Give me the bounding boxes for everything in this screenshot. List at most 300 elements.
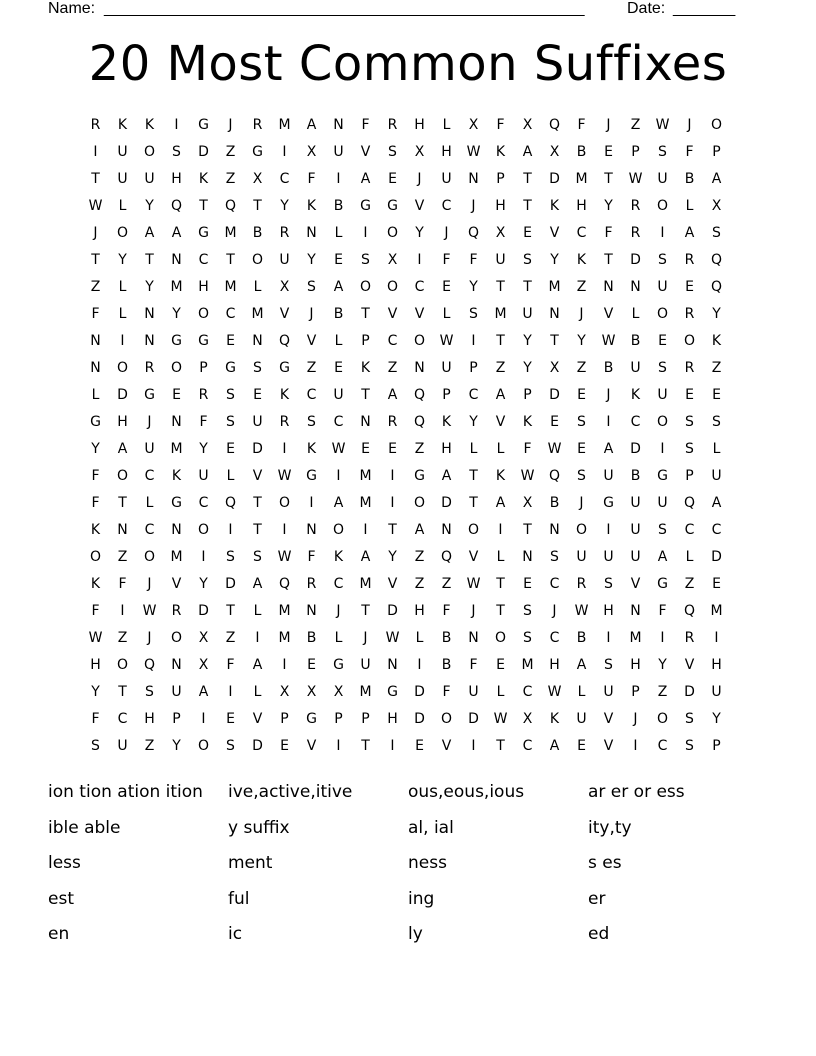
grid-letter: C (387, 333, 398, 349)
grid-letter: R (252, 117, 263, 133)
grid-letter: A (171, 225, 182, 241)
grid-letter: F (307, 549, 316, 565)
grid-letter: V (441, 738, 452, 754)
grid-letter: I (282, 441, 287, 457)
grid-letter: E (685, 279, 694, 295)
grid-letter: X (495, 225, 506, 241)
grid-letter: A (144, 225, 155, 241)
grid-letter: E (361, 441, 370, 457)
grid-letter: D (387, 603, 398, 619)
grid-letter: I (660, 225, 665, 241)
grid-letter: P (199, 360, 208, 376)
grid-letter: S (91, 738, 100, 754)
grid-letter: Q (413, 414, 426, 430)
word-bank-row (48, 778, 768, 814)
grid-letter: I (498, 522, 503, 538)
grid-letter: Z (576, 279, 587, 295)
grid-letter: R (576, 576, 587, 592)
grid-letter: N (306, 225, 317, 241)
grid-letter: I (228, 522, 233, 538)
grid-letter: P (172, 711, 181, 727)
grid-letter: I (336, 738, 341, 754)
grid-letter: E (577, 387, 586, 403)
grid-letter: J (606, 117, 611, 133)
name-field[interactable]: ______________________________________________________ (104, 0, 585, 17)
word-bank-item: ive,active,itive (228, 782, 353, 802)
grid-letter: Q (548, 468, 561, 484)
grid-letter: A (495, 495, 506, 511)
grid-letter: A (549, 738, 560, 754)
grid-letter: H (441, 441, 452, 457)
grid-letter: N (171, 414, 182, 430)
grid-letter: X (711, 198, 722, 214)
word-bank-row (48, 885, 768, 921)
grid-row (82, 625, 732, 652)
grid-letter: Z (576, 360, 587, 376)
grid-letter: F (91, 306, 100, 322)
grid-letter: V (252, 468, 263, 484)
grid-letter: M (278, 117, 291, 133)
grid-letter: V (495, 414, 506, 430)
grid-letter: L (442, 117, 451, 133)
grid-letter: R (306, 576, 317, 592)
date-field[interactable]: _______ (673, 0, 736, 17)
word-bank-item: er (588, 888, 606, 909)
grid-row (82, 679, 732, 706)
grid-letter: O (710, 117, 723, 133)
grid-letter: T (388, 522, 397, 538)
grid-letter: A (576, 657, 587, 673)
grid-letter: O (197, 522, 210, 538)
grid-letter: I (255, 630, 260, 646)
grid-letter: L (577, 684, 586, 700)
grid-letter: W (520, 468, 535, 484)
grid-letter: M (359, 468, 372, 484)
grid-letter: O (494, 630, 507, 646)
grid-letter: T (145, 252, 154, 268)
grid-letter: G (387, 198, 398, 214)
grid-letter: D (252, 441, 263, 457)
grid-letter: H (198, 279, 209, 295)
grid-letter: S (145, 684, 154, 700)
grid-letter: V (549, 225, 560, 241)
grid-letter: I (390, 738, 395, 754)
grid-letter: S (307, 279, 316, 295)
grid-letter: Z (495, 360, 506, 376)
grid-letter: E (604, 144, 613, 160)
grid-letter: G (90, 414, 101, 430)
grid-letter: S (685, 414, 694, 430)
grid-letter: S (658, 522, 667, 538)
grid-letter: K (279, 387, 290, 403)
grid-letter: Q (143, 657, 156, 673)
grid-letter: U (657, 171, 668, 187)
grid-letter: S (577, 468, 586, 484)
grid-row (82, 355, 732, 382)
grid-letter: A (603, 441, 614, 457)
grid-letter: E (226, 441, 235, 457)
grid-letter: T (496, 333, 505, 349)
grid-letter: U (657, 279, 668, 295)
grid-letter: J (336, 603, 341, 619)
grid-letter: F (361, 117, 370, 133)
grid-letter: F (577, 117, 586, 133)
grid-letter: Z (225, 144, 236, 160)
grid-letter: W (277, 468, 292, 484)
grid-letter: E (334, 252, 343, 268)
grid-letter: U (333, 387, 344, 403)
grid-letter: W (88, 198, 103, 214)
grid-letter: O (116, 468, 129, 484)
grid-letter: J (471, 198, 476, 214)
grid-letter: M (278, 630, 291, 646)
grid-letter: N (144, 333, 155, 349)
grid-letter: C (468, 387, 479, 403)
grid-letter: C (198, 252, 209, 268)
word-bank-item: ic (228, 924, 243, 944)
grid-letter: I (471, 333, 476, 349)
grid-letter: W (628, 171, 643, 187)
grid-letter: H (414, 603, 425, 619)
grid-letter: N (603, 279, 614, 295)
grid-letter: J (606, 387, 611, 403)
grid-letter: M (278, 603, 291, 619)
word-bank-item: ment (228, 853, 273, 873)
word-bank-item: ible able (48, 817, 121, 838)
grid-letter: S (658, 144, 667, 160)
grid-letter: P (469, 360, 478, 376)
grid-letter: O (656, 198, 669, 214)
grid-letter: X (333, 684, 344, 700)
word-bank-item: ous,eous,ious (408, 782, 525, 802)
page-title: 20 Most Common Suffixes (88, 36, 728, 92)
grid-letter: F (91, 711, 100, 727)
grid-letter: Q (440, 549, 453, 565)
grid-letter: E (523, 225, 532, 241)
grid-letter: W (277, 549, 292, 565)
grid-letter: I (336, 171, 341, 187)
grid-letter: U (711, 684, 722, 700)
grid-letter: O (332, 522, 345, 538)
grid-letter: C (549, 630, 560, 646)
grid-letter: J (579, 495, 584, 511)
grid-letter: A (711, 495, 722, 511)
grid-letter: M (170, 549, 183, 565)
grid-letter: Q (170, 198, 183, 214)
grid-letter: G (414, 468, 425, 484)
grid-letter: F (523, 441, 532, 457)
grid-row (82, 706, 732, 733)
grid-letter: H (576, 198, 587, 214)
grid-letter: U (495, 252, 506, 268)
grid-letter: W (142, 603, 157, 619)
grid-letter: Q (548, 117, 561, 133)
grid-letter: A (387, 387, 398, 403)
grid-letter: I (390, 468, 395, 484)
grid-letter: L (631, 306, 640, 322)
grid-letter: G (360, 198, 371, 214)
grid-letter: G (306, 711, 317, 727)
grid-letter: H (90, 657, 101, 673)
grid-letter: S (658, 252, 667, 268)
grid-row (82, 436, 732, 463)
grid-letter: N (441, 522, 452, 538)
grid-letter: U (522, 306, 533, 322)
grid-letter: N (171, 252, 182, 268)
grid-letter: Y (91, 441, 100, 457)
grid-letter: R (387, 414, 398, 430)
grid-row (82, 301, 732, 328)
grid-letter: C (630, 414, 641, 430)
grid-letter: O (359, 279, 372, 295)
grid-letter: Z (387, 360, 398, 376)
grid-row (82, 112, 732, 139)
grid-letter: E (280, 738, 289, 754)
grid-letter: T (523, 171, 532, 187)
grid-letter: I (660, 630, 665, 646)
grid-letter: T (226, 252, 235, 268)
grid-letter: K (171, 468, 182, 484)
grid-letter: O (116, 225, 129, 241)
grid-letter: K (549, 198, 560, 214)
grid-letter: F (469, 252, 478, 268)
grid-letter: Y (145, 198, 154, 214)
grid-letter: Y (712, 711, 721, 727)
grid-letter: S (550, 549, 559, 565)
grid-letter: T (199, 198, 208, 214)
word-bank-item: ness (408, 853, 447, 873)
grid-letter: Y (199, 576, 208, 592)
grid-letter: R (684, 360, 695, 376)
grid-letter: A (306, 117, 317, 133)
grid-letter: O (683, 333, 696, 349)
grid-letter: A (252, 576, 263, 592)
grid-letter: O (575, 522, 588, 538)
grid-letter: W (547, 684, 562, 700)
grid-letter: T (361, 603, 370, 619)
grid-letter: W (385, 630, 400, 646)
grid-letter: T (226, 603, 235, 619)
grid-row (82, 274, 732, 301)
grid-letter: O (386, 225, 399, 241)
grid-letter: U (603, 468, 614, 484)
grid-letter: Y (577, 333, 586, 349)
grid-row (82, 733, 732, 760)
grid-row (82, 409, 732, 436)
grid-letter: R (279, 414, 290, 430)
grid-letter: I (606, 414, 611, 430)
grid-letter: V (306, 738, 317, 754)
grid-letter: X (549, 360, 560, 376)
grid-letter: Z (414, 576, 425, 592)
grid-letter: P (361, 711, 370, 727)
grid-letter: J (363, 630, 368, 646)
grid-letter: V (387, 576, 398, 592)
grid-letter: O (413, 333, 426, 349)
grid-row (82, 166, 732, 193)
grid-letter: U (441, 360, 452, 376)
grid-letter: R (684, 630, 695, 646)
grid-letter: K (144, 117, 155, 133)
grid-letter: H (171, 171, 182, 187)
grid-letter: X (252, 171, 263, 187)
grid-row (82, 247, 732, 274)
grid-letter: B (306, 630, 317, 646)
grid-letter: Z (630, 117, 641, 133)
grid-letter: D (468, 711, 479, 727)
grid-letter: M (629, 630, 642, 646)
grid-letter: I (714, 630, 719, 646)
grid-letter: T (469, 495, 478, 511)
header (48, 0, 748, 20)
grid-letter: U (441, 171, 452, 187)
grid-letter: U (171, 684, 182, 700)
word-bank-item: al, ial (408, 817, 454, 838)
grid-letter: V (684, 657, 695, 673)
grid-letter: I (228, 684, 233, 700)
grid-letter: I (120, 603, 125, 619)
grid-letter: E (226, 711, 235, 727)
grid-letter: U (333, 144, 344, 160)
grid-letter: S (469, 306, 478, 322)
grid-letter: S (658, 360, 667, 376)
grid-letter: J (309, 306, 314, 322)
grid-row (82, 139, 732, 166)
grid-letter: Z (117, 630, 128, 646)
grid-letter: A (333, 495, 344, 511)
grid-letter: U (360, 657, 371, 673)
word-bank-row (48, 814, 768, 850)
grid-letter: F (91, 603, 100, 619)
grid-letter: A (198, 684, 209, 700)
grid-letter: U (603, 549, 614, 565)
grid-letter: T (523, 522, 532, 538)
grid-letter: O (89, 549, 102, 565)
grid-letter: V (414, 198, 425, 214)
grid-letter: T (523, 279, 532, 295)
grid-letter: A (522, 144, 533, 160)
grid-letter: F (604, 225, 613, 241)
grid-letter: E (658, 333, 667, 349)
grid-letter: I (174, 117, 179, 133)
grid-letter: Y (469, 414, 478, 430)
grid-row (82, 517, 732, 544)
grid-letter: E (712, 576, 721, 592)
grid-letter: F (496, 117, 505, 133)
grid-letter: Y (388, 549, 397, 565)
grid-letter: F (685, 144, 694, 160)
grid-letter: J (579, 306, 584, 322)
grid-letter: C (684, 522, 695, 538)
grid-letter: C (522, 738, 533, 754)
grid-letter: F (469, 657, 478, 673)
letter-grid (82, 112, 732, 760)
grid-letter: Z (414, 441, 425, 457)
grid-letter: K (576, 252, 587, 268)
grid-letter: Q (683, 495, 696, 511)
grid-letter: I (336, 468, 341, 484)
grid-letter: C (198, 495, 209, 511)
grid-letter: S (523, 603, 532, 619)
grid-letter: U (630, 549, 641, 565)
word-bank-item: ed (588, 924, 610, 944)
grid-letter: V (171, 576, 182, 592)
grid-letter: M (170, 279, 183, 295)
grid-letter: W (493, 711, 508, 727)
grid-letter: O (467, 522, 480, 538)
grid-letter: I (606, 522, 611, 538)
grid-letter: X (279, 279, 290, 295)
grid-letter: B (441, 657, 452, 673)
grid-letter: W (547, 441, 562, 457)
grid-letter: N (333, 117, 344, 133)
grid-letter: N (171, 657, 182, 673)
grid-letter: O (656, 306, 669, 322)
grid-letter: F (226, 657, 235, 673)
grid-letter: F (442, 684, 451, 700)
word-bank-item: ful (228, 888, 250, 909)
grid-letter: I (417, 657, 422, 673)
grid-letter: E (550, 414, 559, 430)
grid-letter: C (333, 576, 344, 592)
grid-letter: L (334, 333, 343, 349)
grid-letter: D (630, 441, 641, 457)
grid-letter: L (712, 441, 721, 457)
grid-letter: M (710, 603, 723, 619)
grid-letter: S (685, 711, 694, 727)
grid-letter: F (91, 468, 100, 484)
grid-letter: C (657, 738, 668, 754)
grid-letter: B (603, 360, 614, 376)
grid-letter: G (657, 468, 668, 484)
grid-letter: B (333, 306, 344, 322)
grid-letter: Z (90, 279, 101, 295)
grid-letter: S (604, 657, 613, 673)
grid-letter: X (549, 144, 560, 160)
grid-row (82, 652, 732, 679)
grid-letter: N (468, 630, 479, 646)
grid-letter: W (466, 144, 481, 160)
grid-letter: F (307, 171, 316, 187)
grid-letter: L (496, 441, 505, 457)
grid-letter: Q (224, 198, 237, 214)
grid-letter: S (226, 549, 235, 565)
grid-letter: R (90, 117, 101, 133)
grid-letter: U (279, 252, 290, 268)
grid-row (82, 544, 732, 571)
grid-letter: K (198, 171, 209, 187)
grid-row (82, 490, 732, 517)
grid-letter: Z (441, 576, 452, 592)
grid-letter: T (523, 198, 532, 214)
grid-letter: T (253, 495, 262, 511)
grid-letter: D (684, 684, 695, 700)
grid-letter: Z (306, 360, 317, 376)
grid-letter: K (549, 711, 560, 727)
grid-letter: M (359, 684, 372, 700)
grid-letter: L (145, 495, 154, 511)
grid-letter: N (630, 603, 641, 619)
grid-letter: E (577, 441, 586, 457)
word-bank-item: y suffix (228, 817, 290, 838)
grid-letter: E (388, 171, 397, 187)
grid-letter: P (280, 711, 289, 727)
grid-letter: J (147, 576, 152, 592)
grid-letter: Y (172, 738, 181, 754)
grid-letter: U (144, 441, 155, 457)
word-bank-item: ity,ty (588, 817, 632, 838)
grid-letter: I (660, 441, 665, 457)
